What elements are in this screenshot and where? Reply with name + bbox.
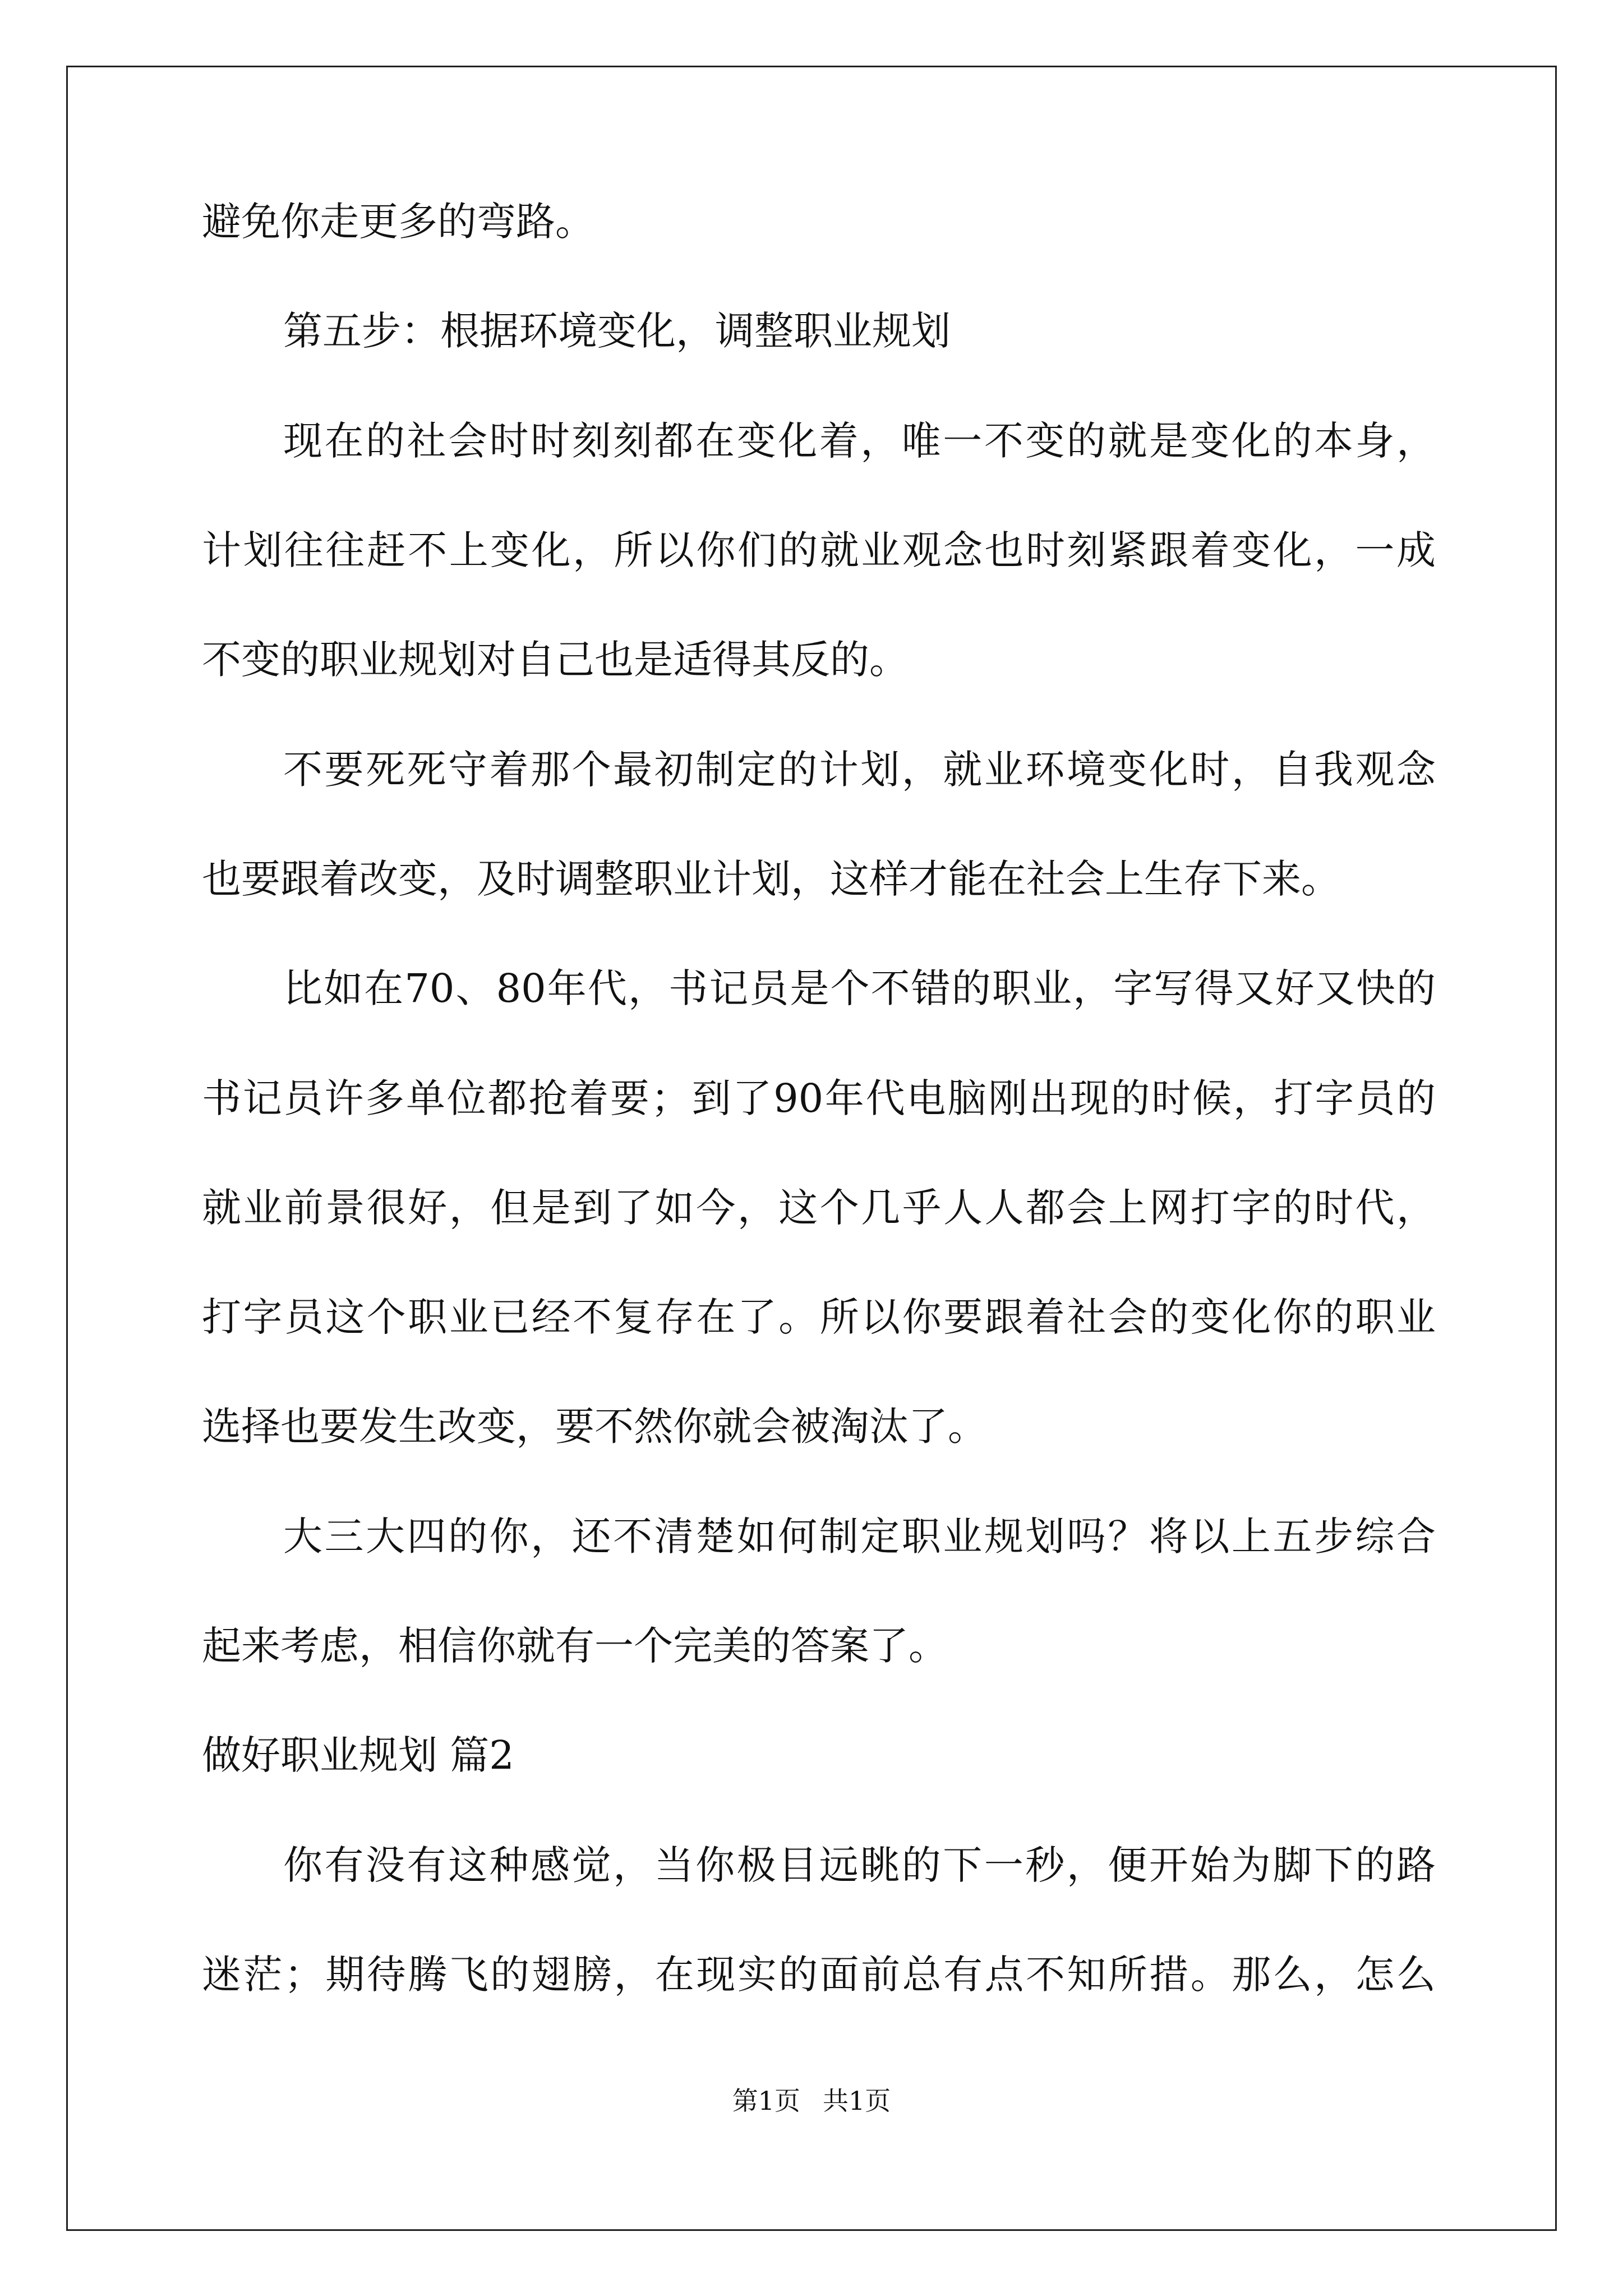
body-line: 避免你走更多的弯路。: [202, 199, 594, 245]
body-line: 迷茫；期待腾飞的翅膀，在现实的面前总有点不知所措。那么，怎么: [202, 1952, 1436, 1998]
body-line: 不要死死守着那个最初制定的计划，就业环境变化时，自我观念: [283, 747, 1436, 793]
page-number-total: 共1页: [823, 2086, 891, 2116]
body-line: 书记员许多单位都抢着要；到了90年代电脑刚出现的时候，打字员的: [202, 1075, 1436, 1121]
section-heading: 第五步：根据环境变化，调整职业规划: [283, 308, 951, 354]
page-border: [66, 66, 1557, 2231]
body-line: 你有没有这种感觉，当你极目远眺的下一秒，便开始为脚下的路: [283, 1842, 1436, 1888]
body-line: 大三大四的你，还不清楚如何制定职业规划吗？将以上五步综合: [283, 1513, 1436, 1559]
body-line: 起来考虑，相信你就有一个完美的答案了。: [202, 1623, 948, 1669]
body-line: 就业前景很好，但是到了如今，这个几乎人人都会上网打字的时代，: [202, 1185, 1436, 1231]
body-line: 打字员这个职业已经不复存在了。所以你要跟着社会的变化你的职业: [202, 1294, 1436, 1340]
chapter-heading: 做好职业规划 篇2: [202, 1732, 514, 1778]
body-line: 计划往往赶不上变化，所以你们的就业观念也时刻紧跟着变化，一成: [202, 527, 1436, 573]
body-line: 也要跟着改变，及时调整职业计划，这样才能在社会上生存下来。: [202, 856, 1340, 902]
body-line: 比如在70、80年代，书记员是个不错的职业，字写得又好又快的: [283, 965, 1436, 1011]
page-footer: [0, 2084, 1623, 2118]
body-line: 选择也要发生改变，要不然你就会被淘汰了。: [202, 1404, 987, 1450]
body-line: 现在的社会时时刻刻都在变化着，唯一不变的就是变化的本身，: [283, 418, 1436, 464]
body-line: 不变的职业规划对自己也是适得其反的。: [202, 637, 909, 683]
page-number-current: 第1页: [732, 2086, 800, 2116]
